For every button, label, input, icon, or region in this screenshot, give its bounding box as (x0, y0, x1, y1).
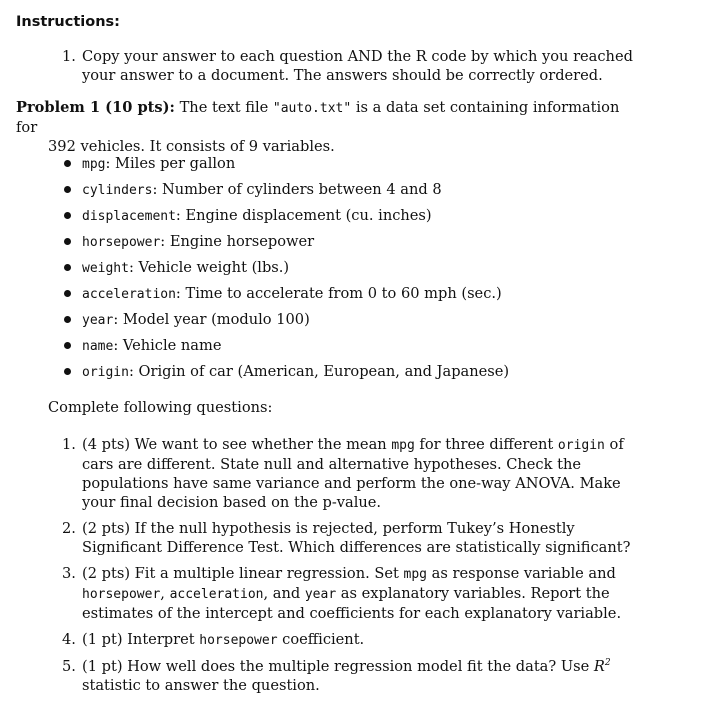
question-text: of cars are different. State null and alternative hypotheses. Check the populations have same variance and perform the one-way ANOVA. Make your final decision based on the p-value. (82, 436, 624, 511)
question-text: for three different (414, 436, 558, 453)
bullet-icon (64, 368, 71, 375)
variables-list (0, 154, 710, 388)
item-number: 1. (62, 436, 76, 453)
question-text: as explanatory variables. Report the estimates of the intercept and coefficients for each explanatory variable. (82, 585, 622, 622)
variable-item (0, 232, 710, 258)
instructions-list (0, 47, 710, 85)
variable-name: displacement (82, 209, 176, 224)
variable-name: origin (82, 365, 129, 380)
variable-desc: : Vehicle weight (lbs.) (128, 259, 290, 276)
variable-desc: : Model year (modulo 100) (113, 311, 310, 328)
question-item (0, 630, 710, 650)
variable-item (0, 336, 710, 362)
problem-text: The text file (174, 99, 273, 116)
superscript: 2 (604, 658, 611, 669)
bullet-icon (64, 186, 71, 193)
variable-name: acceleration (82, 287, 176, 302)
code-term: horsepower (199, 633, 278, 648)
r-letter: R (593, 658, 605, 675)
item-number: 5. (62, 658, 76, 675)
question-item (0, 657, 710, 695)
questions-list (0, 435, 710, 702)
question-text: (1 pt) How well does the multiple regression model fit the data? Use (82, 658, 594, 675)
question-text: (1 pt) Interpret (82, 631, 200, 648)
code-term: horsepower (82, 587, 161, 602)
problem-label: Problem 1 (10 pts): (16, 99, 175, 116)
variable-name: year (82, 313, 114, 328)
bullet-icon (64, 316, 71, 323)
question-text: statistic to answer the question. (82, 677, 320, 694)
item-number: 1. (62, 48, 76, 65)
variable-desc: : Origin of car (American, European, and Japanese) (128, 363, 510, 380)
variable-item (0, 258, 710, 284)
question-text: as response variable and (427, 565, 616, 582)
question-text: coefficient. (277, 631, 365, 648)
item-number: 4. (62, 631, 76, 648)
variable-name: horsepower (82, 235, 161, 250)
variable-item (0, 154, 710, 180)
instruction-text: Copy your answer to each question AND the R code by which you reached your answer to a document. The answers should be correctly ordered. (82, 48, 633, 84)
variable-item (0, 206, 710, 232)
problem-statement (16, 98, 636, 156)
bullet-icon (64, 160, 71, 167)
variable-item (0, 310, 710, 336)
variable-desc: : Miles per gallon (105, 155, 236, 172)
instructions-heading: Instructions: (16, 14, 120, 30)
code-term: mpg (391, 438, 415, 453)
question-text: (4 pts) We want to see whether the mean (82, 436, 392, 453)
question-item (0, 564, 710, 623)
bullet-icon (64, 238, 71, 245)
item-number: 2. (62, 520, 76, 537)
bullet-icon (64, 212, 71, 219)
bullet-icon (64, 290, 71, 297)
question-text: (2 pts) Fit a multiple linear regression. Set (82, 565, 404, 582)
variable-desc: : Engine displacement (cu. inches) (175, 207, 432, 224)
variable-desc: : Vehicle name (113, 337, 222, 354)
question-item (0, 435, 710, 512)
question-text: (2 pts) If the null hypothesis is rejected, perform Tukey’s Honestly Significant Difference Test. Which differences are statistically significant? (82, 520, 631, 556)
question-text: , (160, 585, 170, 602)
code-term: mpg (403, 567, 427, 582)
code-term: year (304, 587, 337, 602)
instruction-item (0, 47, 710, 85)
question-item (0, 519, 710, 557)
variable-desc: : Number of cylinders between 4 and 8 (152, 181, 442, 198)
bullet-icon (64, 342, 71, 349)
bullet-icon (64, 264, 71, 271)
variable-item (0, 362, 710, 388)
variable-item (0, 284, 710, 310)
code-term: origin (557, 438, 605, 453)
problem-text-line2: 392 vehicles. It consists of 9 variables. (48, 138, 335, 155)
question-text: , and (263, 585, 305, 602)
questions-intro: Complete following questions: (48, 399, 273, 416)
problem-filename: "auto.txt" (272, 101, 352, 116)
variable-name: name (82, 339, 114, 354)
variable-desc: : Time to accelerate from 0 to 60 mph (sec.) (175, 285, 502, 302)
item-number: 3. (62, 565, 76, 582)
problem-text: is a data set containing information for (16, 99, 620, 136)
variable-item (0, 180, 710, 206)
code-term: acceleration (169, 587, 264, 602)
r-squared-symbol (594, 658, 611, 675)
variable-desc: : Engine horsepower (160, 233, 315, 250)
variable-name: cylinders (82, 183, 153, 198)
variable-name: weight (82, 261, 129, 276)
variable-name: mpg (82, 157, 106, 172)
